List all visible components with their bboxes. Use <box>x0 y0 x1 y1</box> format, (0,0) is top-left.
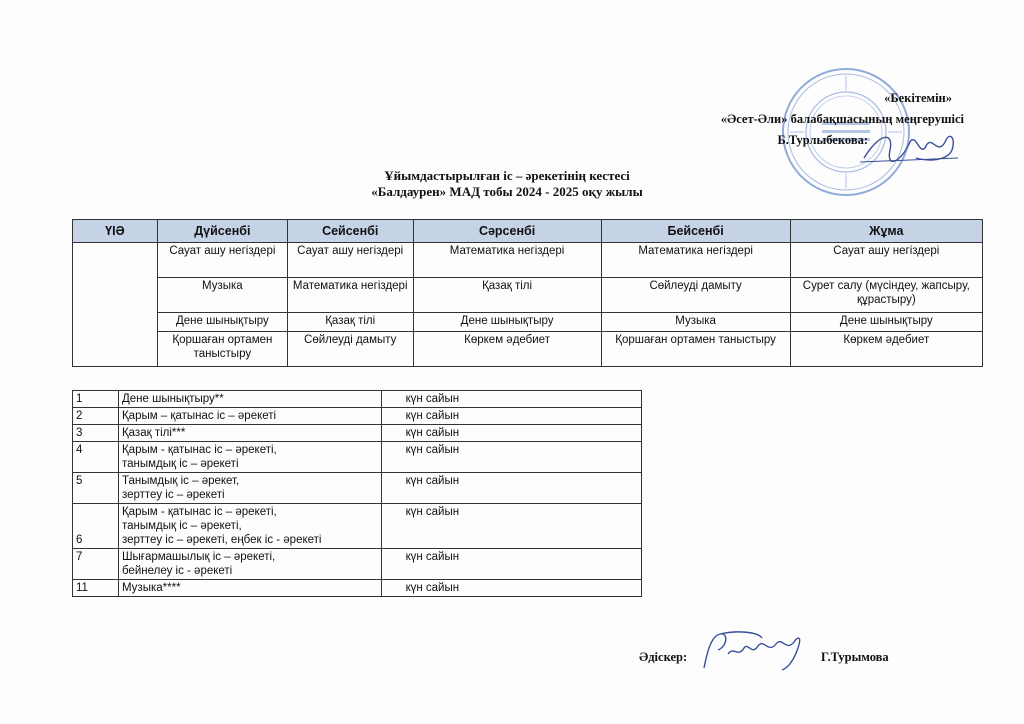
schedule-cell: Дене шынықтыру <box>790 313 982 332</box>
header-wednesday: Сәрсенбі <box>413 220 601 243</box>
approval-position: «Әсет-Әли» балабақшасының меңгерушісі <box>720 112 964 126</box>
methodist-block <box>639 650 889 665</box>
activity-frequency: күн сайын <box>381 442 641 473</box>
document-title <box>0 168 1024 200</box>
activity-name: Дене шынықтыру** <box>118 391 381 408</box>
schedule-cell: Сауат ашу негіздері <box>790 243 982 278</box>
uia-cell <box>73 243 158 367</box>
activity-number: 5 <box>73 473 119 504</box>
schedule-cell: Сауат ашу негіздері <box>287 243 413 278</box>
header-friday: Жұма <box>790 220 982 243</box>
methodist-signature <box>698 628 818 674</box>
activity-frequency: күн сайын <box>381 408 641 425</box>
title-line-2: «Балдаурен» МАД тобы 2024 - 2025 оқу жылы <box>371 184 643 199</box>
activity-number: 2 <box>73 408 119 425</box>
activity-frequency: күн сайын <box>381 425 641 442</box>
schedule-cell: Математика негіздері <box>287 278 413 313</box>
schedule-cell: Дене шынықтыру <box>157 313 287 332</box>
schedule-row <box>73 278 983 313</box>
schedule-header-row <box>73 220 983 243</box>
schedule-cell: Сөйлеуді дамыту <box>287 332 413 367</box>
methodist-label: Әдіскер: <box>639 650 688 664</box>
schedule-row <box>73 313 983 332</box>
activity-number: 1 <box>73 391 119 408</box>
activity-number: 6 <box>73 504 119 549</box>
schedule-cell: Музыка <box>601 313 790 332</box>
schedule-cell: Қоршаған ортамен таныстыру <box>601 332 790 367</box>
schedule-cell: Қазақ тілі <box>287 313 413 332</box>
activity-name: Қарым – қатынас іс – әрекеті <box>118 408 381 425</box>
schedule-cell: Қоршаған ортамен таныстыру <box>157 332 287 367</box>
activity-number: 3 <box>73 425 119 442</box>
activity-number: 7 <box>73 549 119 580</box>
activity-name: Қарым - қатынас іс – әрекеті, танымдық іс – әрекеті <box>118 442 381 473</box>
schedule-row <box>73 332 983 367</box>
schedule-cell: Математика негіздері <box>413 243 601 278</box>
activity-frequency: күн сайын <box>381 473 641 504</box>
schedule-cell: Сурет салу (мүсіндеу, жапсыру, құрастыру) <box>790 278 982 313</box>
activity-row <box>73 391 642 408</box>
schedule-cell: Математика негіздері <box>601 243 790 278</box>
schedule-cell: Музыка <box>157 278 287 313</box>
activity-frequency: күн сайын <box>381 549 641 580</box>
activity-row <box>73 408 642 425</box>
activity-row <box>73 549 642 580</box>
methodist-name: Г.Турымова <box>821 650 889 664</box>
schedule-cell: Дене шынықтыру <box>413 313 601 332</box>
header-tuesday: Сейсенбі <box>287 220 413 243</box>
activity-row <box>73 580 642 597</box>
activities-body <box>73 391 642 597</box>
activity-name: Шығармашылық іс – әрекеті, бейнелеу іс - әрекеті <box>118 549 381 580</box>
title-line-1: Ұйымдастырылған іс – әрекетінің кестесі <box>384 168 630 183</box>
approval-heading: «Бекітемін» <box>884 91 952 105</box>
activity-frequency: күн сайын <box>381 391 641 408</box>
activity-frequency: күн сайын <box>381 504 641 549</box>
activity-name: Танымдық іс – әрекет, зерттеу іс – әрекеті <box>118 473 381 504</box>
activity-row <box>73 425 642 442</box>
header-thursday: Бейсенбі <box>601 220 790 243</box>
header-monday: Дүйсенбі <box>157 220 287 243</box>
activity-name: Қазақ тілі*** <box>118 425 381 442</box>
schedule-cell: Қазақ тілі <box>413 278 601 313</box>
schedule-cell: Көркем әдебиет <box>790 332 982 367</box>
activity-frequency: күн сайын <box>381 580 641 597</box>
activity-name: Қарым - қатынас іс – әрекеті, танымдық іс – әрекеті, зерттеу іс – әрекеті, еңбек іс - әрекеті <box>118 504 381 549</box>
director-signature <box>860 128 960 168</box>
schedule-cell: Көркем әдебиет <box>413 332 601 367</box>
activity-row <box>73 442 642 473</box>
activity-row <box>73 473 642 504</box>
activity-number: 4 <box>73 442 119 473</box>
approval-name: Б.Турлыбекова: <box>777 133 868 147</box>
schedule-table <box>72 219 983 367</box>
activity-number: 11 <box>73 580 119 597</box>
schedule-cell: Сауат ашу негіздері <box>157 243 287 278</box>
activities-table <box>72 390 642 597</box>
schedule-row <box>73 243 983 278</box>
header-uia: ҮІӘ <box>73 220 158 243</box>
activity-name: Музыка**** <box>118 580 381 597</box>
activity-row <box>73 504 642 549</box>
schedule-cell: Сөйлеуді дамыту <box>601 278 790 313</box>
